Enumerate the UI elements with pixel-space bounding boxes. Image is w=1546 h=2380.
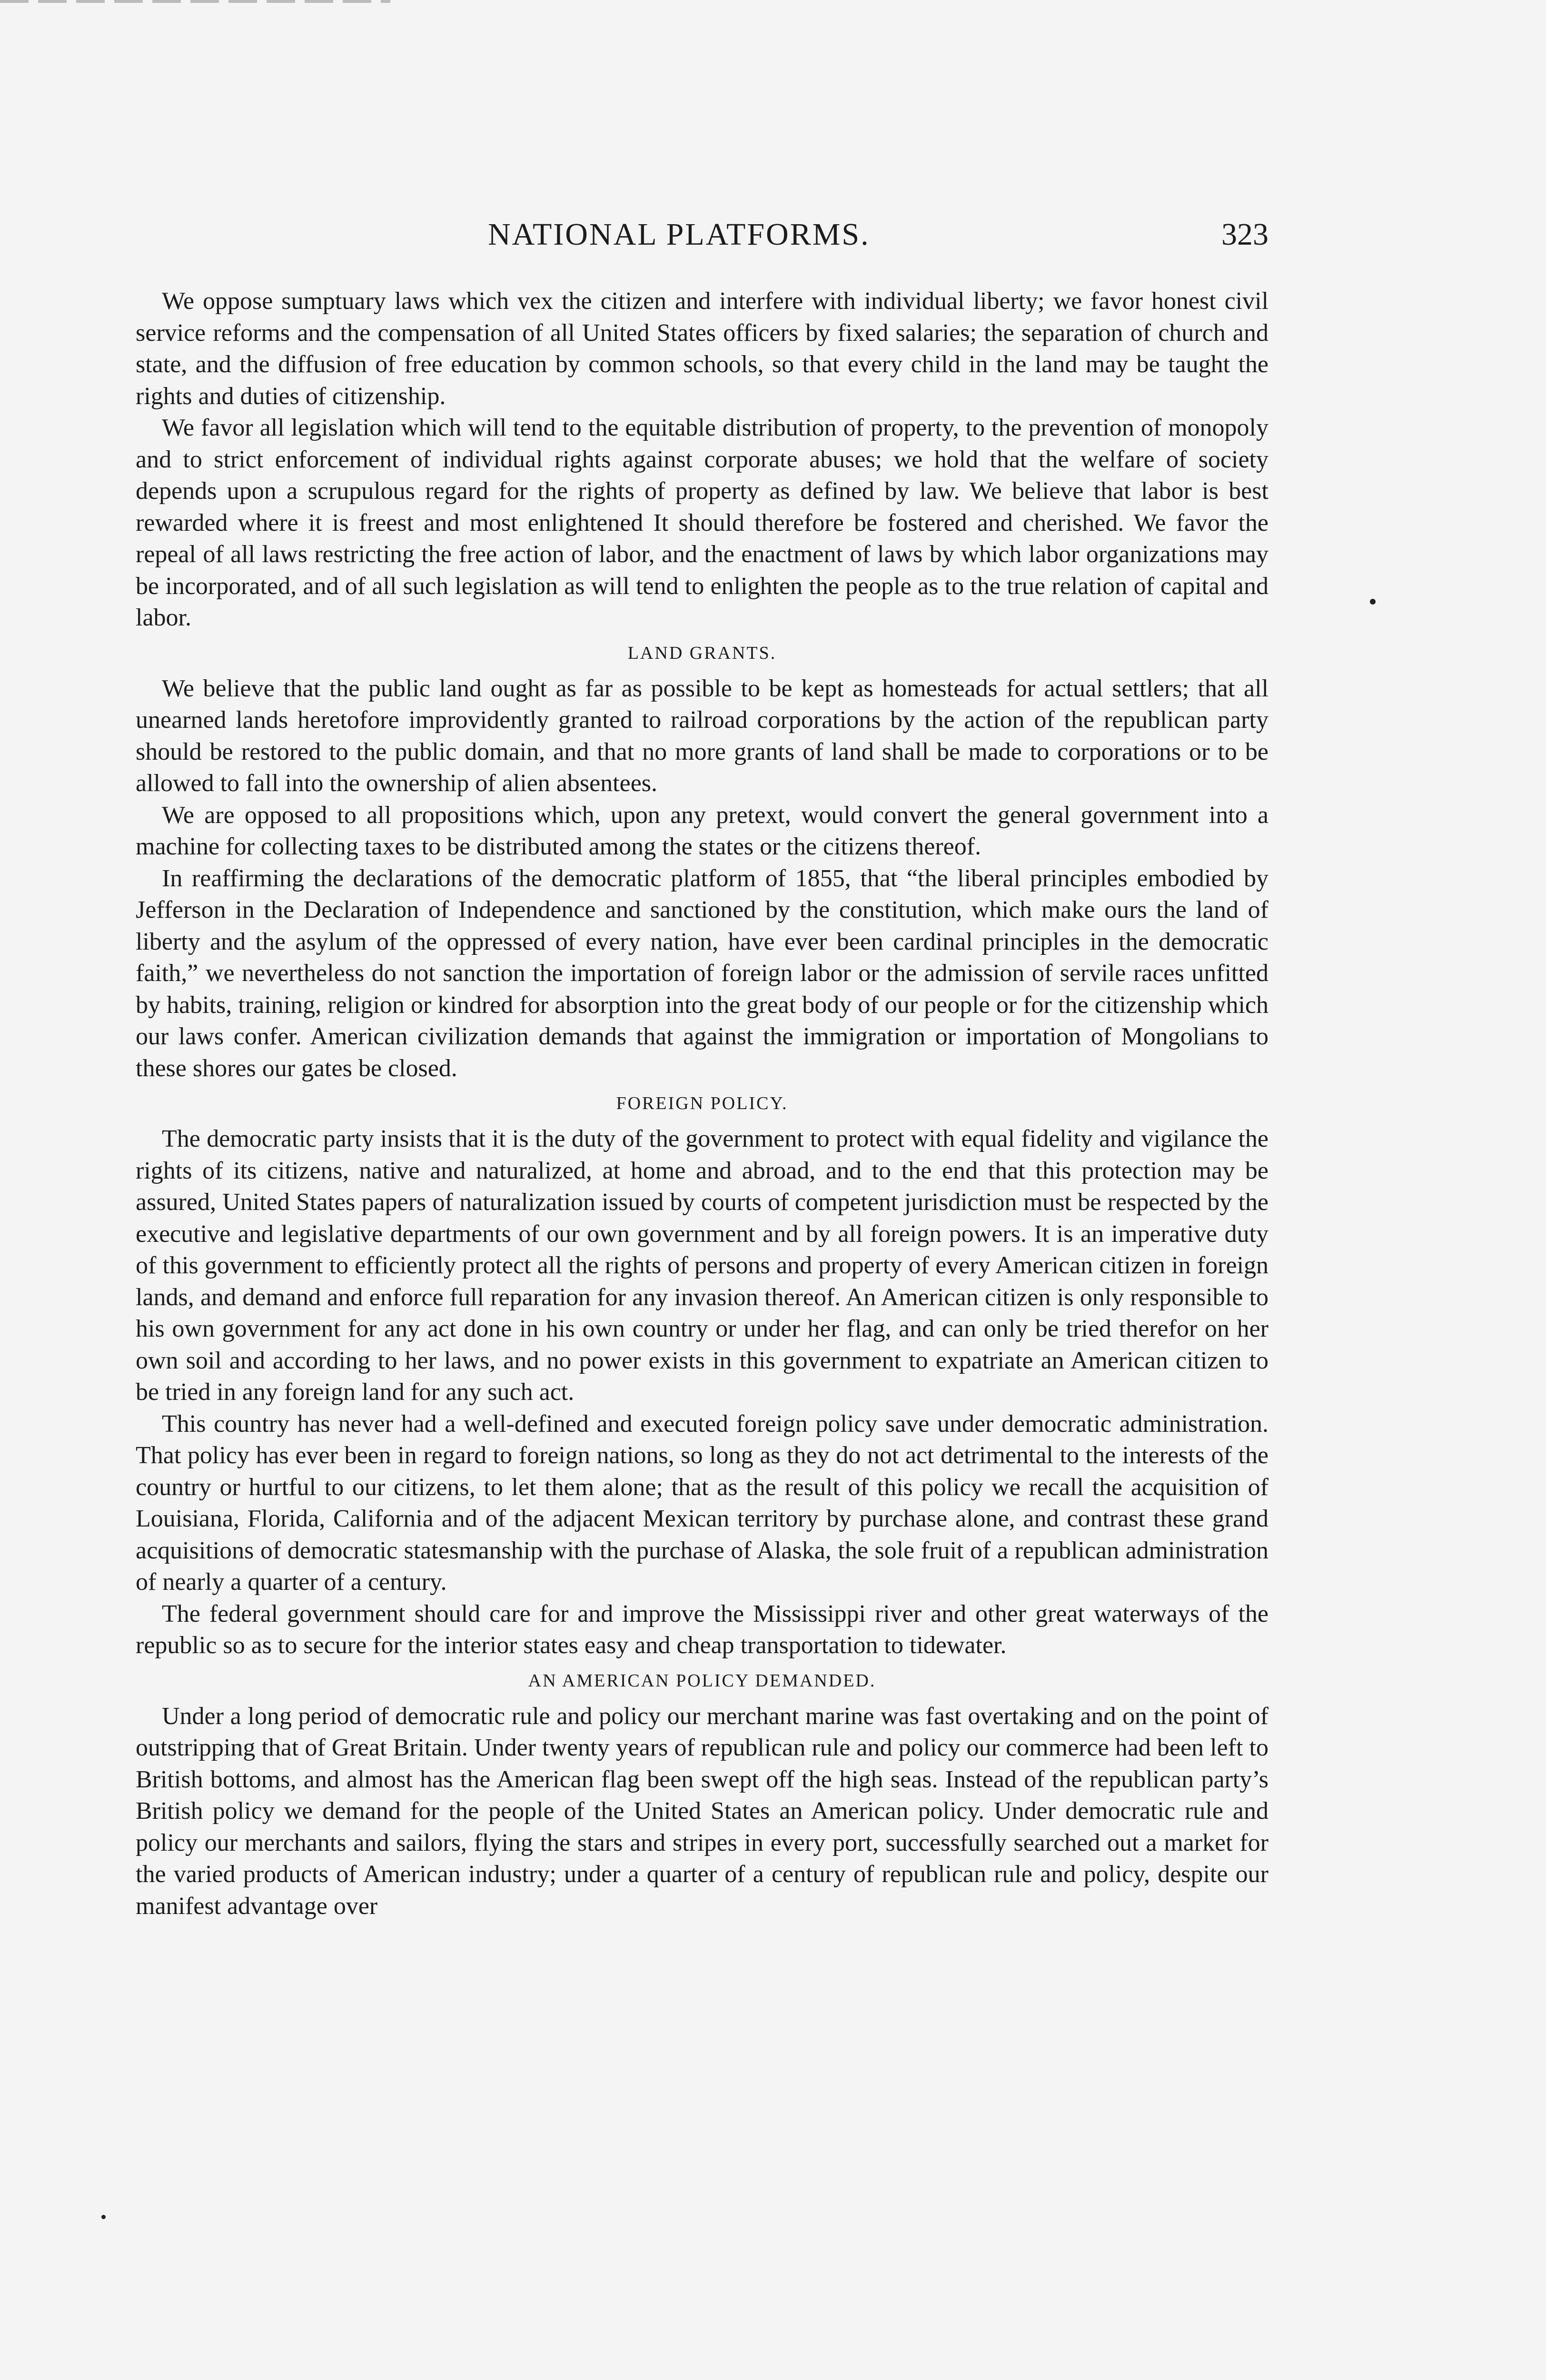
scan-speck [1370,599,1376,605]
paragraph: We are opposed to all propositions which, upon any pretext, would convert the general government into a machine for collecting taxes to be distributed among the states or the citizens thereof. [136,801,1269,860]
running-title: NATIONAL PLATFORMS. [488,217,870,252]
section-heading-land-grants: LAND GRANTS. [627,643,777,663]
paragraph: Under a long period of democratic rule and policy our merchant marine was fast overtaking and on the point of outstripping that of Great Britain. Under twenty years of republican rule and policy our commerce had been left to British bottoms, and almost has the American flag been swept off the high seas. Instead of the republican party’s British policy we demand for the people of the United States an American policy. Under democratic rule and policy our merchants and sailors, flying the stars and stripes in every port, successfully searched out a market for the varied products of American industry; under a quarter of a century of republican rule and policy, despite our manifest advantage over [136,1702,1269,1920]
paragraph: This country has never had a well-defined and executed foreign policy save under democratic administration. That policy has ever been in regard to foreign nations, so long as they do not act detrimental to the interests of the country or hurtful to our citizens, to let them alone; that as the result of this policy we recall the acquisition of Louisiana, Florida, California and of the adjacent Mexican territory by purchase alone, and contrast these grand acquisitions of democratic statesmanship with the purchase of Alaska, the sole fruit of a republican administration of nearly a quarter of a century. [136,1410,1269,1596]
paragraph: We oppose sumptuary laws which vex the citizen and interfere with individual liberty; we favor honest civil service reforms and the compensation of all United States officers by fixed salaries; the separation of church and state, and the diffusion of free education by common schools, so that every child in the land may be taught the rights and duties of citizenship. [136,288,1269,410]
page-body [136,286,1269,1922]
section-heading-foreign-policy: FOREIGN POLICY. [616,1093,788,1113]
paragraph: The federal government should care for and improve the Mississippi river and other great waterways of the republic so as to secure for the interior states easy and cheap transportation to tidewater. [136,1600,1269,1659]
page-number: 323 [1221,217,1269,252]
paragraph: In reaffirming the declarations of the democratic platform of 1855, that “the liberal principles embodied by Jefferson in the Declaration of Independence and sanctioned by the constitution, which make ours the land of liberty and the asylum of the oppressed of every nation, have ever been cardinal principles in the democratic faith,” we nevertheless do not sanction the importation of foreign labor or the admission of servile races unfitted by habits, training, religion or kindred for absorption into the great body of our people or for the citizenship which our laws confer. American civilization demands that against the immigration or importation of Mongolians to these shores our gates be closed. [136,864,1269,1082]
scan-speck [101,2215,106,2219]
section-heading-american-policy: AN AMERICAN POLICY DEMANDED. [528,1670,876,1691]
scan-edge-rule [0,0,390,3]
paragraph: The democratic party insists that it is the duty of the government to protect with equal fidelity and vigilance the rights of its citizens, native and naturalized, at home and abroad, and to the end that this protection may be assured, United States papers of naturalization issued by courts of competent jurisdiction must be respected by the executive and legislative departments of our own government and by all foreign powers. It is an imperative duty of this government to efficiently protect all the rights of persons and property of every American citizen in foreign lands, and demand and enforce full reparation for any invasion thereof. An American citizen is only responsible to his own government for any act done in his own country or under her flag, and can only be tried therefor on her own soil and according to her laws, and no power exists in this government to expatriate an American citizen to be tried in any foreign land for any such act. [136,1125,1269,1406]
page-header [136,217,1269,259]
paragraph: We believe that the public land ought as far as possible to be kept as homesteads for actual settlers; that all unearned lands heretofore improvidently granted to railroad corporations by the action of the republican party should be restored to the public domain, and that no more grants of land shall be made to corporations or to be allowed to fall into the ownership of alien absentees. [136,674,1269,797]
paragraph: We favor all legislation which will tend to the equitable distribution of property, to the prevention of monopoly and to strict enforcement of individual rights against corporate abuses; we hold that the welfare of society depends upon a scrupulous regard for the rights of property as defined by law. We believe that labor is best rewarded where it is freest and most enlightened It should therefore be fostered and cherished. We favor the repeal of all laws restricting the free action of labor, and the enactment of laws by which labor organizations may be incorporated, and of all such legislation as will tend to enlighten the people as to the true relation of capital and labor. [136,414,1269,631]
